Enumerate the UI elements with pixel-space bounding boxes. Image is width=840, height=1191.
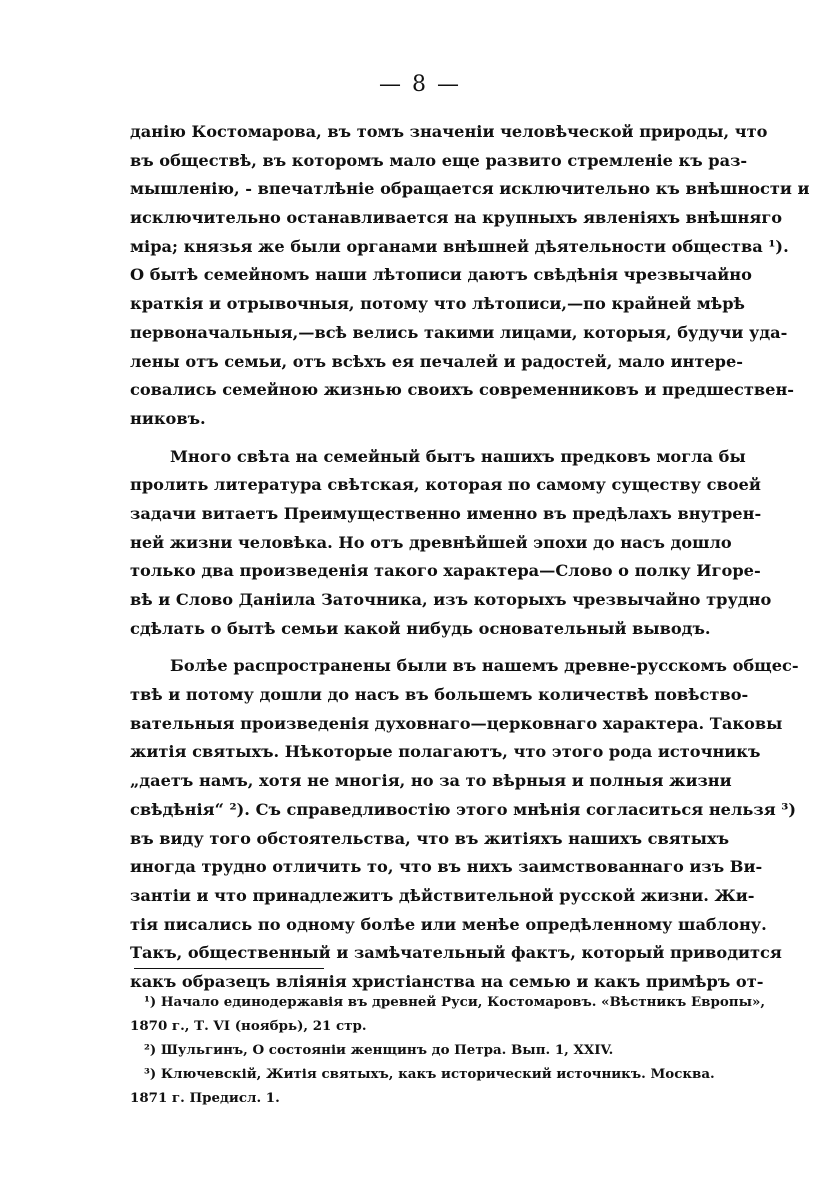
text-line: вѣ и Слово Даніила Заточника, изъ которыхъ чрезвычайно трудно bbox=[130, 590, 772, 609]
text-line: твѣ и потому дошли до насъ въ большемъ количествѣ повѣство- bbox=[130, 685, 749, 705]
body-text bbox=[130, 118, 810, 997]
text-line: первоначальныя,—всѣ велись такими лицами, которыя, будучи уда- bbox=[130, 322, 788, 342]
text-line: совались семейною жизнью своихъ современниковъ и предшествен- bbox=[130, 380, 795, 400]
text-line: міра; князья же были органами внѣшней дѣятельности общества ¹). bbox=[130, 236, 789, 256]
text-line: никовъ. bbox=[130, 408, 206, 428]
text-line: краткія и отрывочныя, потому что лѣтописи,—по крайней мѣрѣ bbox=[130, 294, 745, 314]
text-line: ней жизни человѣка. Но отъ древнѣйшей эпохи до насъ дошло bbox=[130, 532, 732, 552]
footnote-1: ¹) Начало единодержавія въ древней Руси, Костомаровъ. «Вѣстникъ Европы», bbox=[144, 994, 766, 1010]
text-line: данію Костомарова, въ томъ значеніи человѣческой природы, что bbox=[130, 122, 768, 141]
footnote-3: ³) Ключевскій, Житія святыхъ, какъ исторический источникъ. Москва. bbox=[144, 1066, 715, 1082]
footnote-1-continuation: 1870 г., Т. VI (ноябрь), 21 стр. bbox=[130, 1018, 367, 1034]
text-line: задачи витаетъ Преимущественно именно въ предѣлахъ внутрен- bbox=[130, 503, 762, 523]
text-line: Много свѣта на семейный бытъ нашихъ предковъ могла бы bbox=[170, 446, 746, 466]
footnote-3-continuation: 1871 г. Предисл. 1. bbox=[130, 1090, 280, 1106]
page-number: — 8 — bbox=[379, 72, 461, 97]
text-line: вательныя произведенія духовнаго—церковнаго характера. Таковы bbox=[130, 713, 783, 733]
text-line: мышленію, - впечатлѣніе обращается исключительно къ внѣшности и bbox=[130, 179, 810, 199]
text-line: „даетъ намъ, хотя не многія, но за то вѣрныя и полныя жизни bbox=[130, 771, 732, 791]
text-line: сдѣлать о бытѣ семьи какой нибудь основательный выводъ. bbox=[130, 618, 711, 638]
paragraph-2 bbox=[130, 443, 772, 644]
text-line: тія писались по одному болѣе или менѣе опредѣленному шаблону. bbox=[130, 914, 767, 934]
text-line: пролить литература свѣтская, которая по самому существу своей bbox=[130, 475, 761, 495]
text-line: въ обществѣ, въ которомъ мало еще развито стремленіе къ раз- bbox=[130, 150, 748, 170]
text-line: только два произведенія такого характера—Слово о полку Игоре- bbox=[130, 561, 761, 581]
text-line: зантіи и что принадлежитъ дѣйствительной русской жизни. Жи- bbox=[130, 885, 755, 905]
footnote-2: ²) Шульгинъ, О состояніи женщинъ до Петра. Вып. 1, XXIV. bbox=[144, 1042, 614, 1058]
text-line: Болѣе распространены были въ нашемъ древне-русскомъ общес- bbox=[170, 656, 799, 676]
paragraph-3 bbox=[130, 652, 799, 996]
text-line: житія святыхъ. Нѣкоторые полагаютъ, что этого рода источникъ bbox=[130, 742, 761, 762]
text-line: Такъ, общественный и замѣчательный фактъ, который приводится bbox=[130, 943, 782, 963]
text-line: свѣдѣнія“ ²). Съ справедливостію этого мнѣнія согласиться нельзя ³) bbox=[130, 799, 797, 819]
text-line: въ виду того обстоятельства, что въ житіяхъ нашихъ святыхъ bbox=[130, 828, 730, 848]
text-line: иногда трудно отличить то, что въ нихъ заимствованнаго изъ Ви- bbox=[130, 857, 763, 877]
text-line: исключительно останавливается на крупныхъ явленіяхъ внѣшняго bbox=[130, 208, 783, 228]
text-line: какъ образецъ вліянія христіанства на семью и какъ примѣръ от- bbox=[130, 971, 764, 991]
paragraph-1 bbox=[130, 118, 810, 434]
text-line: лены отъ семьи, отъ всѣхъ ея печалей и радостей, мало интере- bbox=[130, 351, 743, 371]
footnotes bbox=[130, 990, 766, 1110]
text-line: О бытѣ семейномъ наши лѣтописи даютъ свѣдѣнія чрезвычайно bbox=[130, 265, 752, 285]
footnote-divider bbox=[134, 968, 324, 969]
